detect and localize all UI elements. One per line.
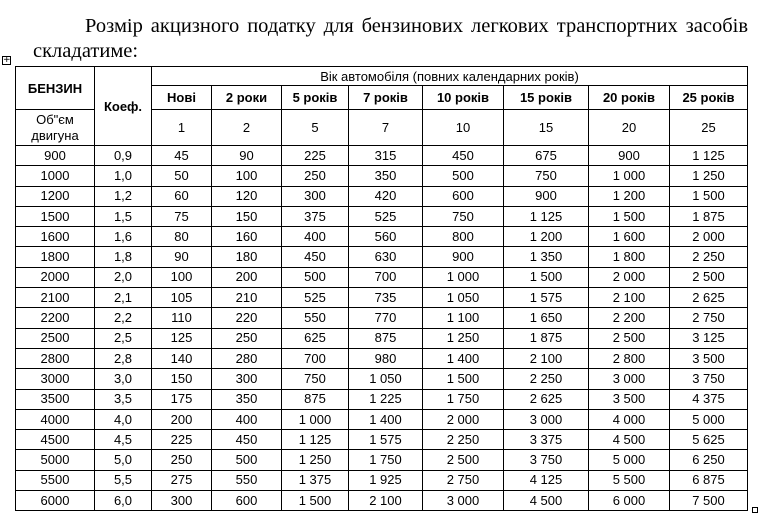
tax-amount-cell: 450 — [282, 247, 349, 267]
tax-amount-cell: 105 — [152, 288, 212, 308]
tax-amount-cell: 1 100 — [423, 308, 504, 328]
tax-amount-cell: 675 — [504, 146, 589, 166]
coefficient-cell: 2,0 — [95, 267, 152, 287]
tax-amount-cell: 450 — [423, 146, 504, 166]
tax-amount-cell: 150 — [212, 206, 282, 226]
engine-volume-cell: 1200 — [16, 186, 95, 206]
age-number-cell: 10 — [423, 110, 504, 146]
tax-amount-cell: 350 — [349, 166, 423, 186]
tax-amount-cell: 375 — [282, 206, 349, 226]
tax-amount-cell: 5 000 — [670, 409, 748, 429]
tax-amount-cell: 735 — [349, 288, 423, 308]
age-label-header: 10 років — [423, 86, 504, 110]
tax-amount-cell: 3 750 — [504, 450, 589, 470]
tax-amount-cell: 1 350 — [504, 247, 589, 267]
tax-amount-cell: 550 — [282, 308, 349, 328]
age-label-header: 7 років — [349, 86, 423, 110]
coefficient-cell: 1,8 — [95, 247, 152, 267]
tax-amount-cell: 280 — [212, 348, 282, 368]
tax-amount-cell: 875 — [349, 328, 423, 348]
table-row — [16, 267, 748, 287]
tax-amount-cell: 275 — [152, 470, 212, 490]
engine-volume-cell: 2800 — [16, 348, 95, 368]
age-label-header: Нові — [152, 86, 212, 110]
tax-amount-cell: 1 500 — [423, 369, 504, 389]
tax-amount-cell: 225 — [282, 146, 349, 166]
tax-amount-cell: 525 — [349, 206, 423, 226]
tax-amount-cell: 875 — [282, 389, 349, 409]
age-number-cell: 5 — [282, 110, 349, 146]
tax-amount-cell: 80 — [152, 227, 212, 247]
table-row — [16, 288, 748, 308]
tax-amount-cell: 4 500 — [589, 430, 670, 450]
tax-amount-cell: 100 — [152, 267, 212, 287]
tax-amount-cell: 1 750 — [423, 389, 504, 409]
tax-amount-cell: 6 875 — [670, 470, 748, 490]
tax-amount-cell: 560 — [349, 227, 423, 247]
tax-amount-cell: 2 500 — [589, 328, 670, 348]
engine-volume-cell: 4500 — [16, 430, 95, 450]
engine-volume-cell: 3000 — [16, 369, 95, 389]
tax-amount-cell: 400 — [212, 409, 282, 429]
tax-amount-cell: 1 250 — [670, 166, 748, 186]
engine-volume-cell: 2000 — [16, 267, 95, 287]
tax-amount-cell: 2 500 — [423, 450, 504, 470]
tax-amount-cell: 1 125 — [504, 206, 589, 226]
tax-amount-cell: 1 200 — [504, 227, 589, 247]
tax-amount-cell: 2 100 — [349, 491, 423, 511]
tax-amount-cell: 1 250 — [423, 328, 504, 348]
engine-volume-cell: 1000 — [16, 166, 95, 186]
tax-amount-cell: 1 500 — [504, 267, 589, 287]
table-row — [16, 308, 748, 328]
tax-amount-cell: 550 — [212, 470, 282, 490]
tax-amount-cell: 300 — [152, 491, 212, 511]
coefficient-cell: 6,0 — [95, 491, 152, 511]
table-body — [16, 146, 748, 511]
age-label-header: 2 роки — [212, 86, 282, 110]
tax-amount-cell: 1 400 — [349, 409, 423, 429]
table-row — [16, 206, 748, 226]
table-row — [16, 389, 748, 409]
tax-amount-cell: 3 125 — [670, 328, 748, 348]
table-row — [16, 491, 748, 511]
engine-volume-cell: 1500 — [16, 206, 95, 226]
tax-amount-cell: 210 — [212, 288, 282, 308]
tax-amount-cell: 5 000 — [589, 450, 670, 470]
tax-amount-cell: 1 200 — [589, 186, 670, 206]
tax-amount-cell: 900 — [423, 247, 504, 267]
table-row — [16, 450, 748, 470]
age-number-cell: 20 — [589, 110, 670, 146]
tax-amount-cell: 600 — [423, 186, 504, 206]
tax-amount-cell: 630 — [349, 247, 423, 267]
tax-amount-cell: 900 — [589, 146, 670, 166]
coefficient-cell: 2,8 — [95, 348, 152, 368]
coefficient-cell: 5,0 — [95, 450, 152, 470]
age-number-cell: 2 — [212, 110, 282, 146]
tax-amount-cell: 1 600 — [589, 227, 670, 247]
tax-amount-cell: 4 000 — [589, 409, 670, 429]
engine-volume-cell: 2100 — [16, 288, 95, 308]
tax-amount-cell: 180 — [212, 247, 282, 267]
table-row — [16, 247, 748, 267]
tax-amount-cell: 150 — [152, 369, 212, 389]
engine-volume-cell: 2500 — [16, 328, 95, 348]
tax-amount-cell: 750 — [504, 166, 589, 186]
fuel-type-header: БЕНЗИН — [16, 67, 95, 110]
tax-amount-cell: 6 250 — [670, 450, 748, 470]
tax-amount-cell: 2 625 — [504, 389, 589, 409]
tax-amount-cell: 5 500 — [589, 470, 670, 490]
coefficient-cell: 3,0 — [95, 369, 152, 389]
tax-amount-cell: 2 000 — [423, 409, 504, 429]
engine-volume-cell: 1800 — [16, 247, 95, 267]
tax-amount-cell: 3 000 — [589, 369, 670, 389]
tax-amount-cell: 1 925 — [349, 470, 423, 490]
tax-amount-cell: 700 — [349, 267, 423, 287]
excise-tax-table — [15, 66, 748, 511]
coefficient-header: Коеф. — [95, 67, 152, 146]
tax-amount-cell: 2 800 — [589, 348, 670, 368]
tax-amount-cell: 3 375 — [504, 430, 589, 450]
tax-amount-cell: 90 — [212, 146, 282, 166]
tax-amount-cell: 3 500 — [589, 389, 670, 409]
tax-amount-cell: 3 000 — [423, 491, 504, 511]
tax-amount-cell: 250 — [282, 166, 349, 186]
tax-amount-cell: 50 — [152, 166, 212, 186]
tax-amount-cell: 3 500 — [670, 348, 748, 368]
age-number-cell: 15 — [504, 110, 589, 146]
coefficient-cell: 1,5 — [95, 206, 152, 226]
tax-amount-cell: 500 — [282, 267, 349, 287]
tax-amount-cell: 100 — [212, 166, 282, 186]
tax-amount-cell: 2 100 — [504, 348, 589, 368]
tax-amount-cell: 90 — [152, 247, 212, 267]
tax-amount-cell: 900 — [504, 186, 589, 206]
tax-amount-cell: 1 000 — [282, 409, 349, 429]
coefficient-cell: 4,0 — [95, 409, 152, 429]
tax-amount-cell: 2 100 — [589, 288, 670, 308]
tax-amount-cell: 770 — [349, 308, 423, 328]
tax-amount-cell: 600 — [212, 491, 282, 511]
tax-amount-cell: 1 875 — [670, 206, 748, 226]
tax-amount-cell: 2 250 — [423, 430, 504, 450]
engine-volume-cell: 1600 — [16, 227, 95, 247]
intro-paragraph: Розмір акцизного податку для бензинових легкових транспортних засобів складатиме: — [33, 15, 748, 62]
tax-amount-cell: 200 — [212, 267, 282, 287]
table-row — [16, 369, 748, 389]
tax-amount-cell: 225 — [152, 430, 212, 450]
tax-amount-cell: 250 — [152, 450, 212, 470]
tax-amount-cell: 980 — [349, 348, 423, 368]
tax-amount-cell: 4 125 — [504, 470, 589, 490]
age-number-cell: 25 — [670, 110, 748, 146]
tax-amount-cell: 300 — [282, 186, 349, 206]
engine-volume-cell: 6000 — [16, 491, 95, 511]
tax-amount-cell: 110 — [152, 308, 212, 328]
age-label-header: 5 років — [282, 86, 349, 110]
coefficient-cell: 2,5 — [95, 328, 152, 348]
tax-amount-cell: 4 500 — [504, 491, 589, 511]
table-row — [16, 409, 748, 429]
engine-volume-cell: 900 — [16, 146, 95, 166]
tax-amount-cell: 700 — [282, 348, 349, 368]
tax-amount-cell: 250 — [212, 328, 282, 348]
tax-amount-cell: 2 625 — [670, 288, 748, 308]
tax-amount-cell: 1 650 — [504, 308, 589, 328]
age-label-header: 20 років — [589, 86, 670, 110]
tax-amount-cell: 2 000 — [670, 227, 748, 247]
coefficient-cell: 3,5 — [95, 389, 152, 409]
engine-volume-cell: 5000 — [16, 450, 95, 470]
tax-amount-cell: 1 500 — [589, 206, 670, 226]
engine-volume-cell: 2200 — [16, 308, 95, 328]
coefficient-cell: 1,2 — [95, 186, 152, 206]
tax-amount-cell: 1 500 — [282, 491, 349, 511]
tax-amount-cell: 1 375 — [282, 470, 349, 490]
tax-amount-cell: 1 875 — [504, 328, 589, 348]
engine-volume-cell: 3500 — [16, 389, 95, 409]
tax-amount-cell: 6 000 — [589, 491, 670, 511]
table-row — [16, 146, 748, 166]
engine-volume-header: Об"єм двигуна — [16, 110, 95, 146]
tax-amount-cell: 1 800 — [589, 247, 670, 267]
age-number-cell: 7 — [349, 110, 423, 146]
table-row — [16, 186, 748, 206]
tax-amount-cell: 2 750 — [670, 308, 748, 328]
table-row — [16, 348, 748, 368]
tax-amount-cell: 220 — [212, 308, 282, 328]
tax-amount-cell: 1 400 — [423, 348, 504, 368]
coefficient-cell: 2,1 — [95, 288, 152, 308]
table-row — [16, 430, 748, 450]
tax-amount-cell: 625 — [282, 328, 349, 348]
tax-amount-cell: 160 — [212, 227, 282, 247]
table-row — [16, 328, 748, 348]
tax-amount-cell: 2 000 — [589, 267, 670, 287]
tax-amount-cell: 2 500 — [670, 267, 748, 287]
tax-amount-cell: 1 225 — [349, 389, 423, 409]
tax-amount-cell: 3 750 — [670, 369, 748, 389]
tax-amount-cell: 2 250 — [504, 369, 589, 389]
tax-amount-cell: 45 — [152, 146, 212, 166]
table-row — [16, 166, 748, 186]
coefficient-cell: 2,2 — [95, 308, 152, 328]
tax-amount-cell: 75 — [152, 206, 212, 226]
age-label-header: 15 років — [504, 86, 589, 110]
tax-amount-cell: 500 — [212, 450, 282, 470]
tax-amount-cell: 1 125 — [670, 146, 748, 166]
vehicle-age-header: Вік автомобіля (повних календарних років) — [152, 67, 748, 86]
tax-amount-cell: 1 750 — [349, 450, 423, 470]
tax-amount-cell: 2 750 — [423, 470, 504, 490]
tax-amount-cell: 140 — [152, 348, 212, 368]
coefficient-cell: 1,0 — [95, 166, 152, 186]
tax-amount-cell: 2 200 — [589, 308, 670, 328]
coefficient-cell: 1,6 — [95, 227, 152, 247]
tax-amount-cell: 3 000 — [504, 409, 589, 429]
coefficient-cell: 4,5 — [95, 430, 152, 450]
tax-amount-cell: 1 050 — [349, 369, 423, 389]
tax-amount-cell: 750 — [423, 206, 504, 226]
table-move-handle-icon[interactable]: + — [3, 55, 11, 65]
tax-amount-cell: 300 — [212, 369, 282, 389]
tax-amount-cell: 525 — [282, 288, 349, 308]
tax-amount-cell: 200 — [152, 409, 212, 429]
tax-amount-cell: 315 — [349, 146, 423, 166]
tax-amount-cell: 120 — [212, 186, 282, 206]
tax-amount-cell: 2 250 — [670, 247, 748, 267]
tax-amount-cell: 750 — [282, 369, 349, 389]
age-number-cell: 1 — [152, 110, 212, 146]
coefficient-cell: 5,5 — [95, 470, 152, 490]
table-row — [16, 227, 748, 247]
tax-amount-cell: 1 050 — [423, 288, 504, 308]
tax-amount-cell: 1 000 — [589, 166, 670, 186]
tax-amount-cell: 350 — [212, 389, 282, 409]
tax-amount-cell: 1 250 — [282, 450, 349, 470]
tax-amount-cell: 500 — [423, 166, 504, 186]
coefficient-cell: 0,9 — [95, 146, 152, 166]
tax-amount-cell: 60 — [152, 186, 212, 206]
tax-amount-cell: 800 — [423, 227, 504, 247]
tax-amount-cell: 1 575 — [504, 288, 589, 308]
tax-amount-cell: 400 — [282, 227, 349, 247]
tax-amount-cell: 5 625 — [670, 430, 748, 450]
tax-amount-cell: 7 500 — [670, 491, 748, 511]
table-row — [16, 470, 748, 490]
engine-volume-cell: 5500 — [16, 470, 95, 490]
table-resize-handle-icon[interactable] — [752, 507, 758, 513]
tax-amount-cell: 175 — [152, 389, 212, 409]
age-label-header: 25 років — [670, 86, 748, 110]
tax-amount-cell: 125 — [152, 328, 212, 348]
tax-amount-cell: 450 — [212, 430, 282, 450]
tax-amount-cell: 420 — [349, 186, 423, 206]
tax-amount-cell: 1 125 — [282, 430, 349, 450]
tax-amount-cell: 1 000 — [423, 267, 504, 287]
tax-amount-cell: 1 575 — [349, 430, 423, 450]
tax-amount-cell: 4 375 — [670, 389, 748, 409]
tax-amount-cell: 1 500 — [670, 186, 748, 206]
engine-volume-cell: 4000 — [16, 409, 95, 429]
